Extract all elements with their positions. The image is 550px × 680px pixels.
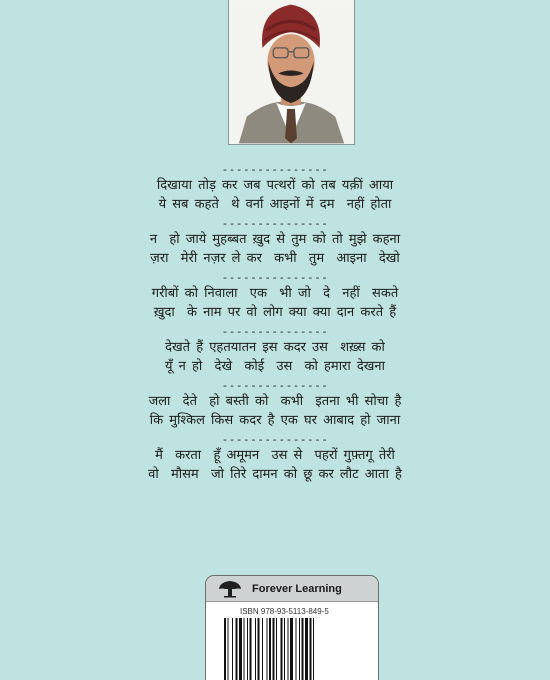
- author-portrait-icon: [229, 0, 354, 144]
- verse-line: ये सब कहते थे वर्ना आइनों में दम नहीं होता: [158, 197, 392, 212]
- poem-collection: [0, 164, 550, 488]
- divider-line: ---------------: [221, 217, 329, 230]
- publisher-badge: [205, 575, 379, 680]
- barcode-icon: [222, 618, 364, 680]
- divider-line: ---------------: [221, 433, 329, 446]
- publisher-name: Forever Learning: [252, 582, 342, 595]
- verse-line: ख़ुदा के नाम पर वो लोग क्या क्या दान करते हैं: [153, 305, 397, 320]
- couplet-3: [0, 272, 550, 322]
- divider-line: ---------------: [221, 379, 329, 392]
- verse-line: मैं करता हूँ अमूमन उस से पहरों गुफ़्तगू तेरी: [155, 448, 395, 463]
- couplet-1: [0, 164, 550, 214]
- publisher-header: [206, 576, 378, 602]
- isbn-number: ISBN 978-93-5113-849-5: [240, 607, 329, 616]
- divider-line: ---------------: [221, 271, 329, 284]
- verse-line: न हो जाये मुहब्बत ख़ुद से तुम को तो मुझे कहना: [149, 232, 401, 247]
- verse-line: ज़रा मेरी नज़र ले कर कभी तुम आइना देखो: [150, 251, 400, 266]
- verse-line: गरीबों को निवाला एक भी जो दे नहीं सकते: [151, 286, 399, 301]
- verse-line: कि मुश्किल किस कदर है एक घर आबाद हो जाना: [149, 413, 401, 428]
- verse-line: वो मौसम जो तिरे दामन को छू कर लौट आता है: [148, 467, 402, 482]
- divider-line: ---------------: [221, 163, 329, 176]
- couplet-6: [0, 434, 550, 484]
- couplet-5: [0, 380, 550, 430]
- verse-line: जला देते हो बस्ती को कभी इतना भी सोचा है: [148, 394, 402, 409]
- verse-line: देखते हैं एहतयातन इस कदर उस शख़्स को: [165, 340, 385, 355]
- couplet-4: [0, 326, 550, 376]
- couplet-2: [0, 218, 550, 268]
- author-photo: [228, 0, 355, 145]
- divider-line: ---------------: [221, 325, 329, 338]
- verse-line: दिखाया तोड़ कर जब पत्थरों को तब यक़ीं आया: [156, 178, 394, 193]
- tree-icon: [216, 580, 244, 598]
- verse-line: यूँ न हो देखे कोई उस को हमारा देखना: [165, 359, 385, 374]
